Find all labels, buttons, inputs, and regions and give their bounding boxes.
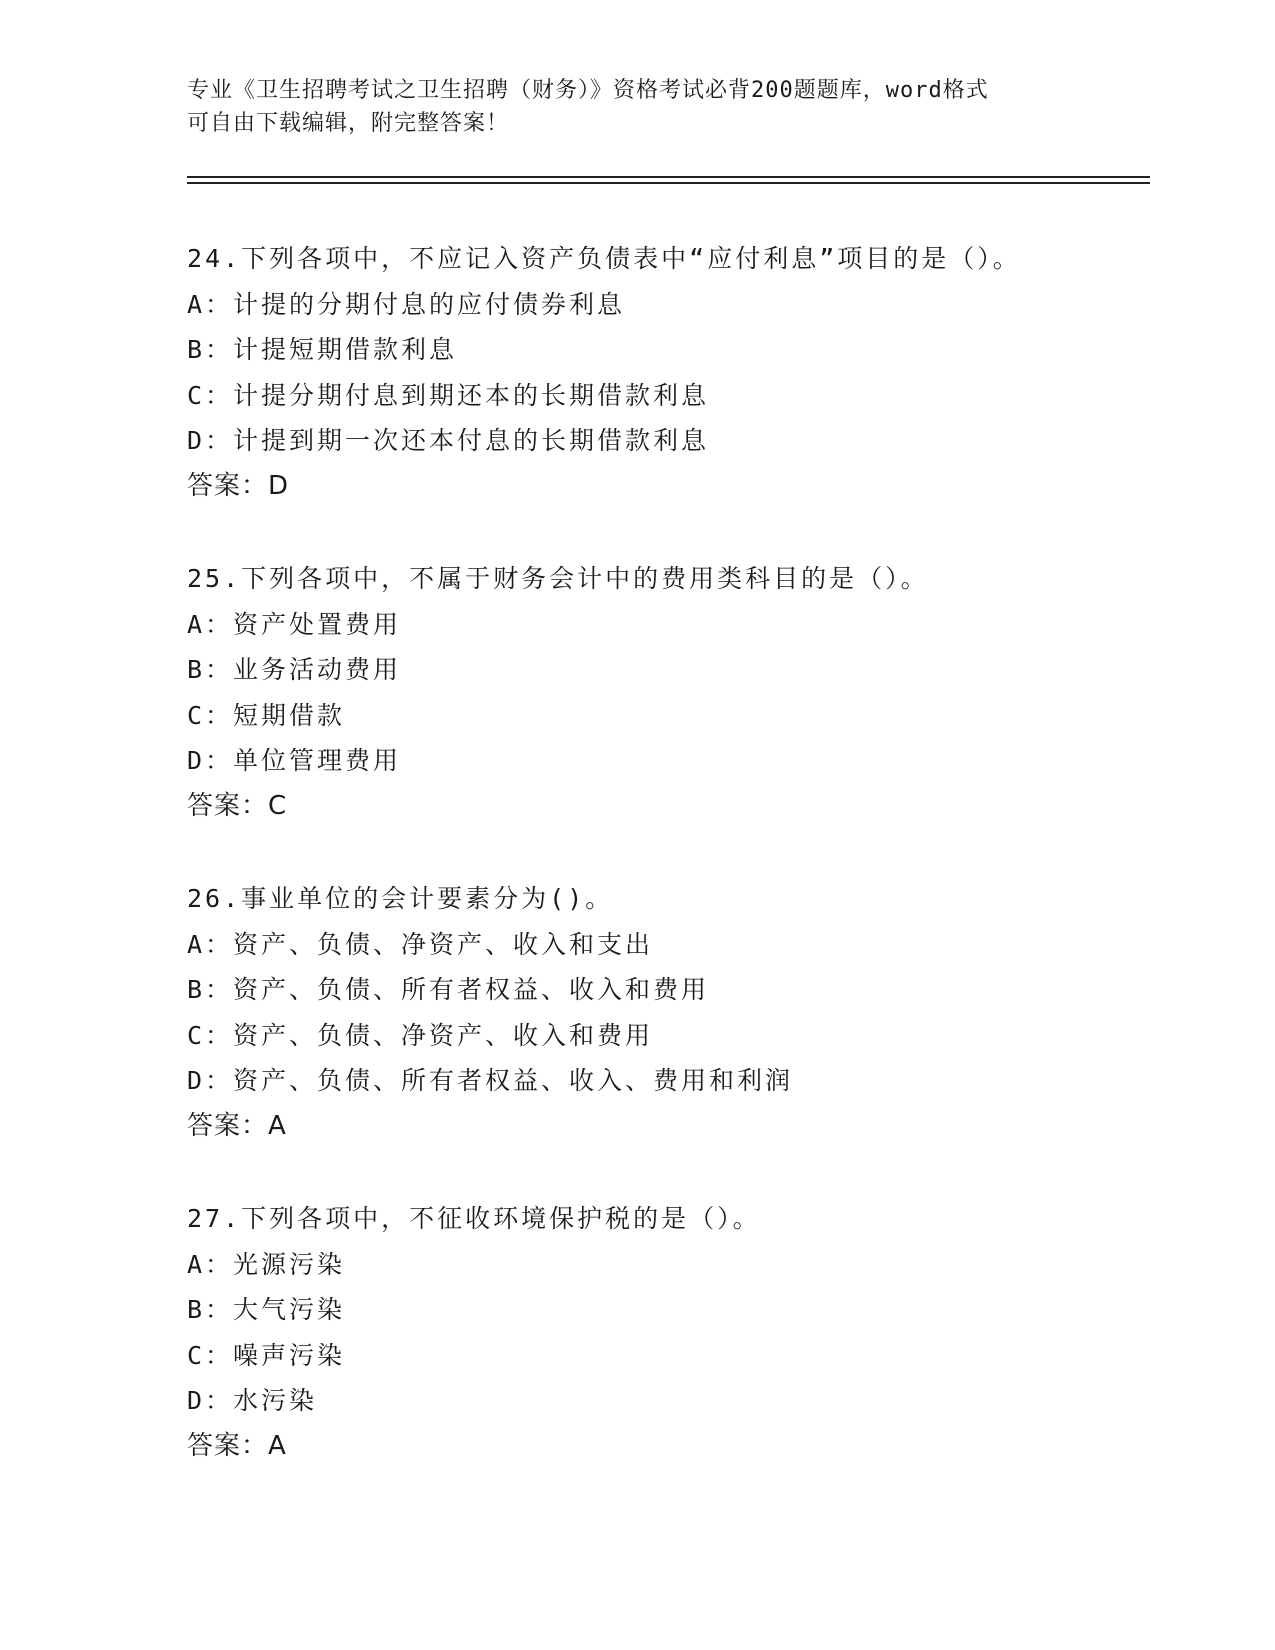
question-stem: 27.下列各项中，不征收环境保护税的是（）。	[187, 1204, 761, 1233]
option-d: D：水污染	[187, 1386, 318, 1415]
option-b: B：业务活动费用	[187, 655, 402, 684]
option-a: A：资产、负债、净资产、收入和支出	[187, 929, 654, 959]
option-c: C：短期借款	[187, 700, 346, 730]
question-list	[187, 236, 1147, 1516]
document-header	[187, 74, 1087, 140]
answer-text: 答案：D	[187, 470, 290, 501]
answer-text: 答案：C	[187, 790, 288, 821]
option-a: A：资产处置费用	[187, 609, 402, 639]
header-line-2: 可自由下载编辑，附完整答案！	[187, 111, 510, 136]
option-b: B：资产、负债、所有者权益、收入和费用	[187, 975, 710, 1004]
header-divider-top	[187, 176, 1150, 178]
option-d: D：计提到期一次还本付息的长期借款利息	[187, 426, 710, 455]
option-c: C：噪声污染	[187, 1340, 346, 1370]
option-c: C：计提分期付息到期还本的长期借款利息	[187, 380, 710, 410]
option-a: A：计提的分期付息的应付债券利息	[187, 289, 626, 319]
header-divider-bottom	[187, 182, 1150, 184]
question-27	[187, 1196, 1147, 1516]
option-d: D：单位管理费用	[187, 746, 402, 775]
option-b: B：计提短期借款利息	[187, 335, 458, 364]
question-26	[187, 876, 1147, 1196]
question-24	[187, 236, 1147, 556]
answer-text: 答案：A	[187, 1430, 287, 1461]
option-c: C：资产、负债、净资产、收入和费用	[187, 1020, 654, 1050]
option-d: D：资产、负债、所有者权益、收入、费用和利润	[187, 1066, 794, 1095]
question-stem: 24.下列各项中，不应记入资产负债表中“应付利息”项目的是（）。	[187, 244, 1021, 273]
option-a: A：光源污染	[187, 1249, 346, 1279]
question-stem: 26.事业单位的会计要素分为()。	[187, 884, 614, 913]
question-25	[187, 556, 1147, 876]
answer-text: 答案：A	[187, 1110, 287, 1141]
option-b: B：大气污染	[187, 1295, 346, 1324]
question-stem: 25.下列各项中，不属于财务会计中的费用类科目的是（）。	[187, 564, 929, 593]
header-line-1: 专业《卫生招聘考试之卫生招聘（财务）》资格考试必背200题题库，word格式	[187, 78, 989, 103]
